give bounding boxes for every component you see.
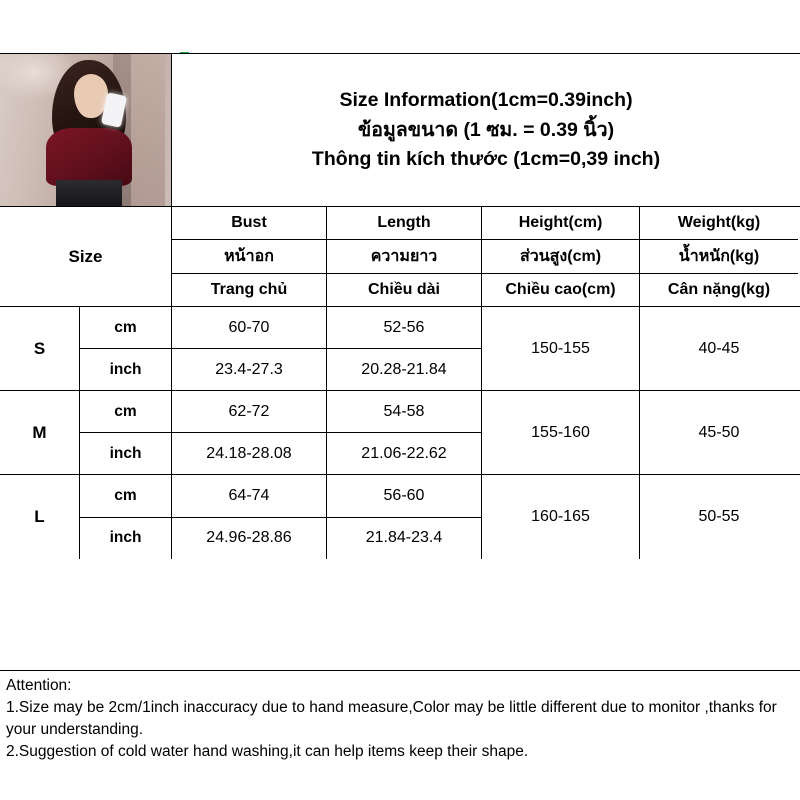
attention-block [0, 671, 800, 763]
row-units [80, 391, 172, 474]
row-weight-value: 50-55 [698, 508, 740, 525]
length-inch: 20.28-21.84 [361, 360, 447, 378]
length-label-en: Length [327, 207, 481, 240]
row-bust-values [172, 475, 327, 559]
unit-cm: cm [80, 307, 171, 349]
attention-heading: Attention: [6, 677, 72, 694]
bust-inch: 24.96-28.86 [206, 529, 292, 547]
table-row [0, 475, 800, 559]
length-column-header [327, 207, 482, 306]
unit-inch: inch [109, 444, 142, 462]
length-cm: 52-56 [327, 307, 481, 349]
height-label-th: ส่วนสูง(cm) [482, 240, 639, 273]
model-skirt [56, 180, 122, 206]
unit-cm: cm [80, 475, 171, 518]
title-line-th: ข้อมูลขนาด (1 ซม. = 0.39 นิ้ว) [357, 118, 615, 141]
length-inch: 21.06-22.62 [361, 444, 447, 462]
row-bust-values [172, 391, 327, 474]
model-photo [0, 54, 171, 206]
row-length-values [327, 475, 482, 559]
bust-column-header [172, 207, 327, 306]
bust-label-vi: Trang chủ [210, 280, 288, 298]
row-height-value: 150-155 [482, 307, 640, 390]
bust-label-en: Bust [172, 207, 326, 240]
row-length-values [327, 391, 482, 474]
bust-cm: 64-74 [172, 475, 326, 518]
title-block [172, 54, 800, 206]
attention-line-2: 2.Suggestion of cold water hand washing,it can help items keep their shape. [6, 743, 529, 760]
unit-inch: inch [109, 529, 142, 547]
attention-line-1: 1.Size may be 2cm/1inch inaccuracy due to hand measure,Color may be little different due to monitor ,thanks for your understanding. [6, 699, 777, 738]
row-units [80, 307, 172, 390]
row-height-value: 155-160 [482, 391, 640, 474]
model-photo-cell [0, 54, 172, 206]
length-inch: 21.84-23.4 [365, 529, 443, 547]
weight-label-en: Weight(kg) [640, 207, 798, 240]
weight-column-header [640, 207, 798, 306]
unit-inch: inch [109, 360, 142, 378]
size-column-header: Size [0, 207, 172, 306]
row-size-label: M [0, 391, 80, 474]
row-length-values [327, 307, 482, 390]
column-header-row [0, 207, 800, 307]
height-label-en: Height(cm) [482, 207, 639, 240]
bust-label-th: หน้าอก [172, 240, 326, 273]
row-units [80, 475, 172, 559]
table-row [0, 391, 800, 475]
bust-inch: 24.18-28.08 [206, 444, 292, 462]
title-line-en: Size Information(1cm=0.39inch) [339, 89, 633, 112]
bust-inch: 23.4-27.3 [215, 360, 283, 378]
weight-label-th: น้ำหนัก(kg) [640, 240, 798, 273]
length-cm: 54-58 [327, 391, 481, 433]
table-row [0, 307, 800, 391]
length-label-th: ความยาว [327, 240, 481, 273]
model-red-top [46, 128, 132, 186]
unit-cm: cm [80, 391, 171, 433]
size-chart-sheet [0, 53, 800, 671]
length-label-vi: Chiều dài [367, 280, 440, 298]
height-column-header [482, 207, 640, 306]
weight-label-vi: Cân nặng(kg) [667, 280, 771, 298]
height-label-vi: Chiều cao(cm) [505, 280, 616, 298]
header-row [0, 54, 800, 207]
row-size-label: L [0, 475, 80, 559]
row-bust-values [172, 307, 327, 390]
bust-cm: 60-70 [172, 307, 326, 349]
row-height-value: 160-165 [482, 475, 640, 559]
length-cm: 56-60 [327, 475, 481, 518]
bust-cm: 62-72 [172, 391, 326, 433]
title-line-vi: Thông tin kích thước (1cm=0,39 inch) [311, 148, 661, 171]
row-weight-value: 45-50 [698, 423, 740, 441]
row-weight-value: 40-45 [698, 339, 740, 357]
row-size-label: S [0, 307, 80, 390]
